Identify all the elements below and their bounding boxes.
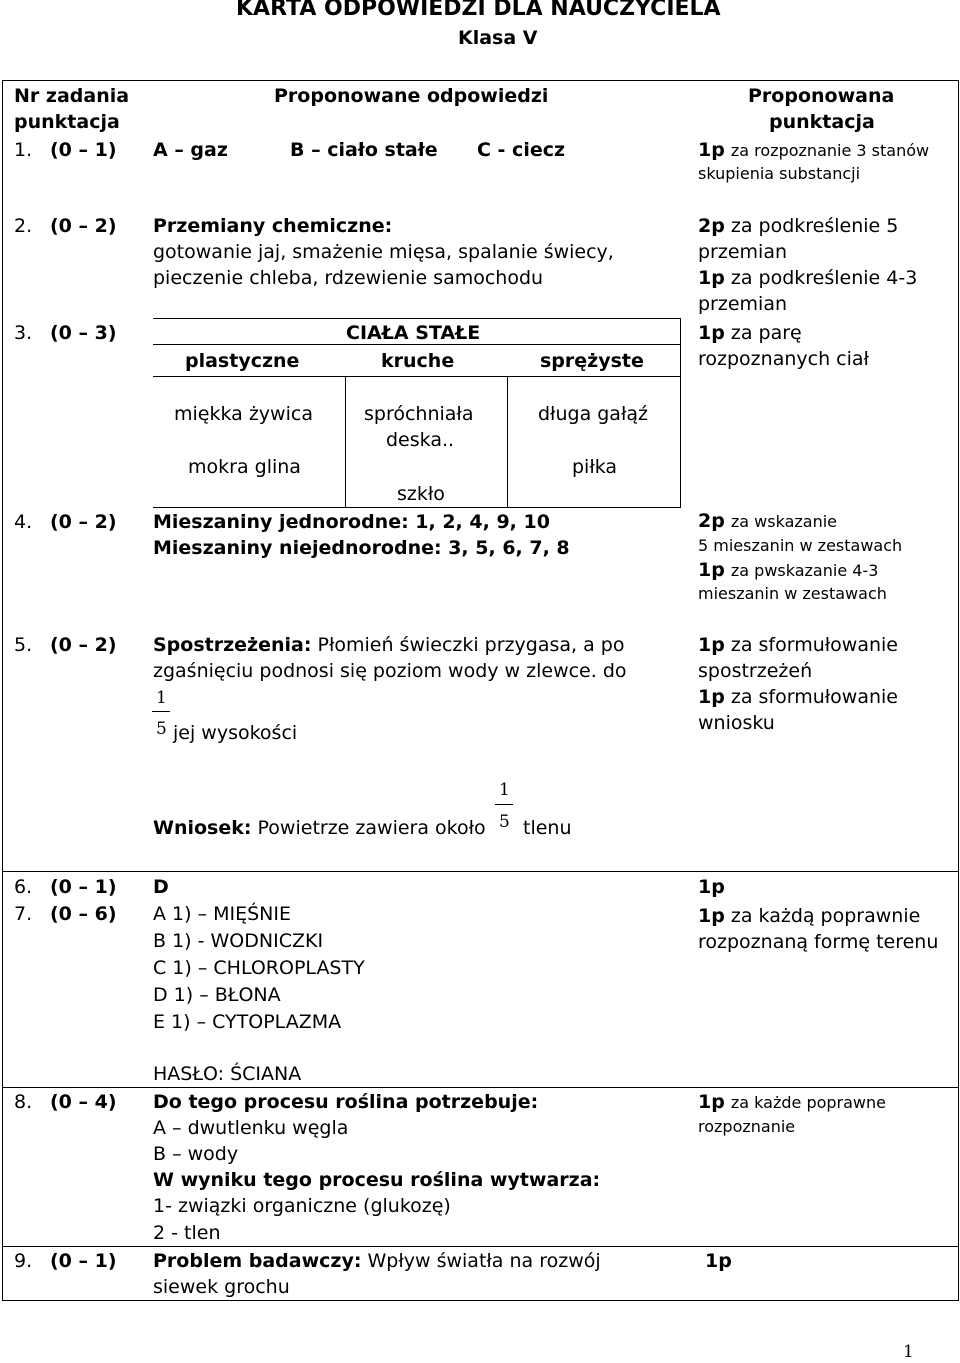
- question-range: (0 – 2): [50, 634, 117, 656]
- points-desc: za pwskazanie 4-3: [730, 561, 879, 580]
- points-desc-cont: rozpoznanie: [698, 1117, 796, 1136]
- col-header-plastyczne: plastyczne: [185, 350, 300, 372]
- question-range: (0 – 1): [50, 876, 117, 898]
- col-header-nr: Nr zadania: [14, 85, 130, 107]
- answer-line: Mieszaniny jednorodne: 1, 2, 4, 9, 10: [153, 511, 550, 533]
- observation-line: zgaśnięciu podnosi się poziom wody w zlewce. do: [153, 660, 627, 682]
- page-title: KARTA ODPOWIEDZI DLA NAUCZYCIELA: [236, 0, 721, 21]
- points-value: 1p: [698, 322, 725, 344]
- col-header-kruche: kruche: [381, 350, 455, 372]
- row-divider: [2, 871, 958, 872]
- points-desc-cont: mieszanin w zestawach: [698, 584, 887, 603]
- points-desc-cont: 5 mieszanin w zestawach: [698, 536, 903, 555]
- answer-line: B – wody: [153, 1143, 239, 1165]
- conclusion-label: Wniosek:: [153, 817, 252, 839]
- fraction-denominator: 5: [499, 812, 510, 832]
- points-desc-cont: rozpoznaną formę terenu: [698, 931, 939, 953]
- points-value: 2p: [698, 215, 725, 237]
- fraction-denominator: 5: [156, 719, 167, 739]
- brittle-item: szkło: [397, 483, 445, 505]
- research-problem-label: Problem badawczy:: [153, 1250, 362, 1272]
- row-divider: [2, 1087, 958, 1088]
- answer-item: B 1) - WODNICZKI: [153, 930, 324, 952]
- answer-heading: Przemiany chemiczne:: [153, 215, 393, 237]
- points-desc-cont: przemian: [698, 241, 788, 263]
- research-problem-text: Wpływ światła na rozwój: [367, 1250, 601, 1272]
- answer-line: pieczenie chleba, rdzewienie samochodu: [153, 267, 544, 289]
- conclusion-text: Powietrze zawiera około: [257, 817, 486, 839]
- question-number: 1.: [14, 139, 33, 161]
- answer-c: C - ciecz: [477, 139, 566, 161]
- points-desc-cont: rozpoznanych ciał: [698, 348, 869, 370]
- points-desc-cont: wniosku: [698, 712, 775, 734]
- password-answer: HASŁO: ŚCIANA: [153, 1063, 302, 1085]
- answer-item: C 1) – CHLOROPLASTY: [153, 957, 365, 979]
- plastic-item: mokra glina: [188, 456, 301, 478]
- plastic-item: miękka żywica: [174, 403, 313, 425]
- answer-line: [153, 1248, 601, 1274]
- observation-label: Spostrzeżenia:: [153, 634, 312, 656]
- fraction-bar: [495, 804, 513, 805]
- fraction-numerator: 1: [156, 688, 167, 708]
- solids-table-title: CIAŁA STAŁE: [346, 322, 481, 344]
- conclusion-tail: tlenu: [523, 817, 572, 839]
- points-text: [698, 320, 802, 346]
- points-value: 1p: [698, 905, 725, 927]
- points-text: [698, 508, 837, 535]
- answer-item: D 1) – BŁONA: [153, 984, 281, 1006]
- points-text: [698, 1089, 886, 1116]
- points-text: [698, 137, 929, 164]
- answer: D: [153, 876, 169, 898]
- question-number: 4.: [14, 511, 33, 533]
- elastic-item: piłka: [572, 456, 618, 478]
- points-desc: za sformułowanie: [730, 634, 898, 656]
- points-value: 1p: [705, 1250, 732, 1272]
- answer-line: A – dwutlenku węgla: [153, 1117, 349, 1139]
- answer-item: A 1) – MIĘŚNIE: [153, 903, 292, 925]
- col-header-answers: Proponowane odpowiedzi: [274, 85, 549, 107]
- points-text: [698, 265, 917, 291]
- answer-heading: Do tego procesu roślina potrzebuje:: [153, 1091, 539, 1113]
- question-range: (0 – 1): [50, 139, 117, 161]
- answer-line-cont: siewek grochu: [153, 1276, 290, 1298]
- answer-line: gotowanie jaj, smażenie mięsa, spalanie świecy,: [153, 241, 614, 263]
- points-value: 2p: [698, 510, 725, 532]
- points-desc: za podkreślenie 4-3: [730, 267, 918, 289]
- page-subtitle: Klasa V: [458, 27, 538, 49]
- answer-line: Mieszaniny niejednorodne: 3, 5, 6, 7, 8: [153, 537, 570, 559]
- points-desc-cont: przemian: [698, 293, 788, 315]
- points-desc: za podkreślenie 5: [730, 215, 899, 237]
- brittle-item: spróchniała: [364, 403, 474, 425]
- points-desc: za wskazanie: [730, 512, 838, 531]
- points-text: [698, 213, 898, 239]
- points-desc: za rozpoznanie 3 stanów: [730, 141, 930, 160]
- points-desc: za parę: [730, 322, 802, 344]
- answer-line: 1- związki organiczne (glukozę): [153, 1195, 451, 1217]
- fraction-bar: [152, 711, 170, 712]
- question-number: 3.: [14, 322, 33, 344]
- points-desc: za każdą poprawnie: [730, 905, 921, 927]
- col-header-points: Proponowana: [748, 85, 895, 107]
- question-range: (0 – 2): [50, 215, 117, 237]
- points-text: [698, 684, 898, 710]
- answer-line: 2 - tlen: [153, 1222, 221, 1244]
- row-divider: [2, 1246, 958, 1247]
- question-range: (0 – 4): [50, 1091, 117, 1113]
- points-text: [698, 903, 920, 929]
- points-desc-cont: skupienia substancji: [698, 164, 861, 183]
- answer-b: B – ciało stałe: [290, 139, 438, 161]
- points-desc-cont: spostrzeżeń: [698, 660, 813, 682]
- conclusion-line: [153, 815, 486, 841]
- question-number: 8.: [14, 1091, 33, 1113]
- col-header-sprezyste: sprężyste: [540, 350, 644, 372]
- question-number: 2.: [14, 215, 33, 237]
- answer-a: A – gaz: [153, 139, 228, 161]
- col-header-points-2: punktacja: [769, 111, 875, 133]
- question-number: 9.: [14, 1250, 33, 1272]
- page-number: 1: [903, 1342, 914, 1362]
- question-range: (0 – 2): [50, 511, 117, 533]
- brittle-item-cont: deska..: [386, 429, 455, 451]
- points-desc: za każde poprawne: [730, 1093, 886, 1112]
- col-header-punktacja: punktacja: [14, 111, 120, 133]
- question-range: (0 – 6): [50, 903, 117, 925]
- points-desc: za sformułowanie: [730, 686, 898, 708]
- points-text: [698, 632, 898, 658]
- points-text: [698, 557, 878, 584]
- question-range: (0 – 1): [50, 1250, 117, 1272]
- fraction-numerator: 1: [499, 780, 510, 800]
- question-number: 5.: [14, 634, 33, 656]
- points-value: 1p: [698, 634, 725, 656]
- points-value: 1p: [698, 686, 725, 708]
- elastic-item: długa gałąź: [538, 403, 648, 425]
- question-range: (0 – 3): [50, 322, 117, 344]
- observation-text: Płomień świeczki przygasa, a po: [317, 634, 625, 656]
- answer-heading: W wyniku tego procesu roślina wytwarza:: [153, 1169, 601, 1191]
- observation-line: [153, 632, 624, 658]
- question-number: 6.: [14, 876, 33, 898]
- question-number: 7.: [14, 903, 33, 925]
- observation-line: jej wysokości: [173, 722, 298, 744]
- points-value: 1p: [698, 876, 725, 898]
- points-value: 1p: [698, 139, 725, 161]
- points-value: 1p: [698, 559, 725, 581]
- points-value: 1p: [698, 1091, 725, 1113]
- answer-item: E 1) – CYTOPLAZMA: [153, 1011, 342, 1033]
- points-value: 1p: [698, 267, 725, 289]
